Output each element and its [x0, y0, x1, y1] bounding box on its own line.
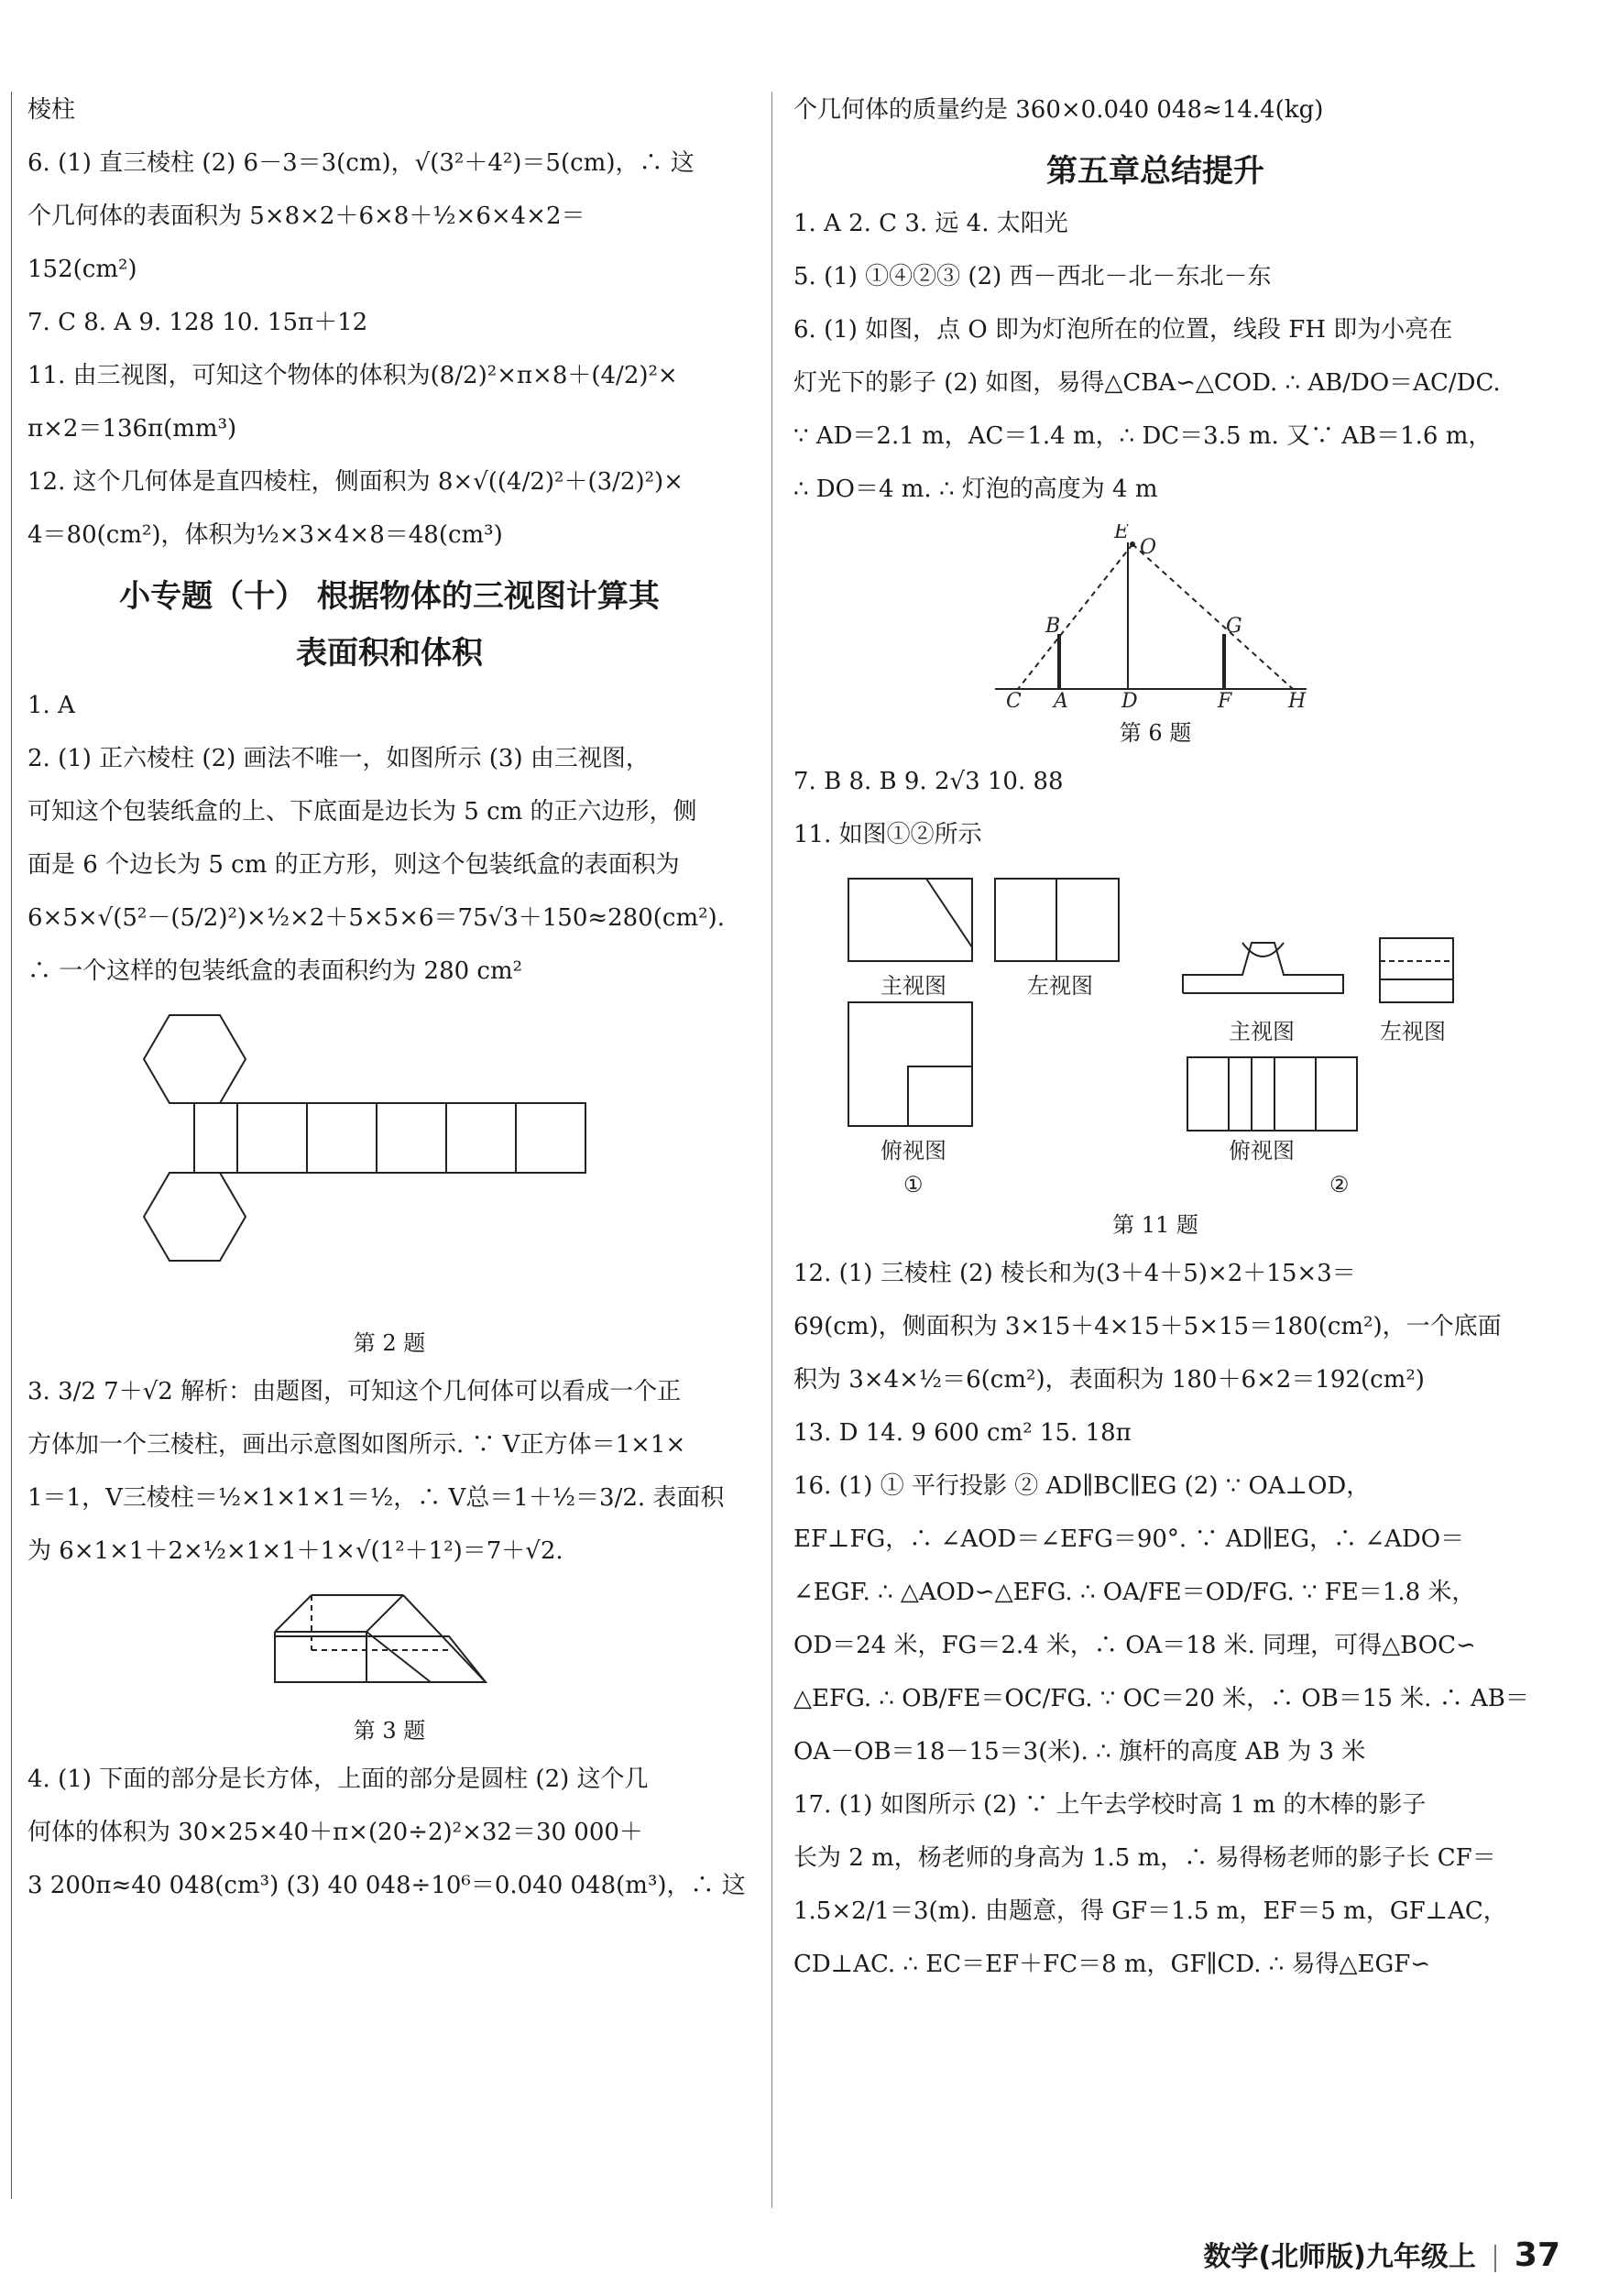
text-line: EF⊥FG，∴ ∠AOD＝∠EFG＝90°. ∵ AD∥EG，∴ ∠ADO＝	[793, 1525, 1465, 1553]
prism-figure	[27, 1586, 751, 1705]
text-line: ∴ 一个这样的包装纸盒的表面积约为 280 cm²	[27, 957, 523, 985]
section-title: 小专题（十） 根据物体的三视图计算其	[119, 578, 660, 615]
section-subtitle: 表面积和体积	[296, 635, 483, 672]
net-square	[307, 1103, 377, 1173]
label-top-view-2: 俯视图	[1229, 1138, 1295, 1164]
text-line: 6. (1) 如图，点 O 即为灯泡所在的位置，线段 FH 即为小亮在	[793, 316, 1453, 344]
figure-caption: 第 11 题	[1112, 1212, 1198, 1238]
text-line: 69(cm)，侧面积为 3×15＋4×15＋5×15＝180(cm²)，一个底面	[793, 1313, 1502, 1340]
text-line: 方体加一个三棱柱，画出示意图如图所示. ∵ V正方体＝1×1×	[27, 1431, 686, 1459]
text-line: 面是 6 个边长为 5 cm 的正方形，则这个包装纸盒的表面积为	[27, 851, 680, 879]
text-line: 个几何体的质量约是 360×0.040 048≈14.4(kg)	[793, 96, 1324, 124]
text-line: ∠EGF. ∴ △AOD∽△EFG. ∴ OA/FE＝OD/FG. ∵ FE＝1.8 米，	[793, 1579, 1476, 1606]
footer-separator	[1494, 2245, 1496, 2272]
three-views-figure	[793, 869, 1517, 1199]
text-line: 1. A 2. C 3. 远 4. 太阳光	[793, 210, 1068, 237]
text-line: 13. D 14. 9 600 cm² 15. 18π	[793, 1419, 1132, 1447]
text-line: 4. (1) 下面的部分是长方体，上面的部分是圆柱 (2) 这个几	[27, 1766, 649, 1793]
text-line: 1＝1，V三棱柱＝½×1×1×1＝½，∴ V总＝1＋½＝3/2. 表面积	[27, 1484, 725, 1512]
hexagon-bottom	[144, 1173, 246, 1261]
label-F: F	[1218, 690, 1232, 707]
text-line: 11. 如图①②所示	[793, 821, 982, 848]
page-footer	[1203, 2234, 1560, 2274]
text-line: ∴ DO＝4 m. ∴ 灯泡的高度为 4 m	[793, 476, 1158, 503]
label-E: E	[1114, 524, 1130, 543]
figure-mark-1: ①	[903, 1172, 924, 1197]
net-square	[377, 1103, 446, 1173]
column-divider	[771, 92, 772, 2208]
page-number: 37	[1514, 2236, 1560, 2274]
text-line: 2. (1) 正六棱柱 (2) 画法不唯一，如图所示 (3) 由三视图，	[27, 745, 650, 772]
text-line: 4＝80(cm²)，体积为½×3×4×8＝48(cm³)	[27, 521, 503, 549]
text-line: OA－OB＝18－15＝3(米). ∴ 旗杆的高度 AB 为 3 米	[793, 1738, 1366, 1766]
text-line: 7. C 8. A 9. 128 10. 15π＋12	[27, 309, 368, 336]
label-B: B	[1045, 615, 1061, 638]
figure-caption: 第 6 题	[1119, 720, 1192, 746]
net-square	[237, 1103, 307, 1173]
text-line: 可知这个包装纸盒的上、下底面是边长为 5 cm 的正六边形，侧	[27, 798, 697, 825]
text-line: CD⊥AC. ∴ EC＝EF＋FC＝8 m，GF∥CD. ∴ 易得△EGF∽	[793, 1951, 1431, 1978]
figure-mark-2: ②	[1329, 1172, 1350, 1197]
book-subject: 数学(北师版)九年级上	[1203, 2241, 1476, 2273]
text-line: OD＝24 米，FG＝2.4 米，∴ OA＝18 米. 同理，可得△BOC∽	[793, 1632, 1476, 1659]
text-line: 12. (1) 三棱柱 (2) 棱长和为(3＋4＋5)×2＋15×3＝	[793, 1260, 1356, 1287]
text-line: 16. (1) ① 平行投影 ② AD∥BC∥EG (2) ∵ OA⊥OD，	[793, 1472, 1371, 1500]
label-D: D	[1121, 690, 1138, 707]
label-O: O	[1140, 536, 1157, 559]
label-G: G	[1226, 615, 1242, 638]
net-square	[446, 1103, 516, 1173]
text-line: 积为 3×4×½＝6(cm²)，表面积为 180＋6×2＝192(cm²)	[793, 1366, 1425, 1394]
text-line: 长为 2 m，杨老师的身高为 1.5 m，∴ 易得杨老师的影子长 CF＝	[793, 1844, 1496, 1872]
net-square	[194, 1103, 237, 1173]
figure-caption: 第 3 题	[353, 1718, 426, 1744]
text-line: 152(cm²)	[27, 256, 137, 283]
text-line: 5. (1) ①④②③ (2) 西－西北－北－东北－东	[793, 263, 1272, 290]
text-line: 个几何体的表面积为 5×8×2＋6×8＋½×6×4×2＝	[27, 202, 585, 230]
text-line: 12. 这个几何体是直四棱柱，侧面积为 8×√((4/2)²＋(3/2)²)×	[27, 468, 684, 496]
lamp-shadow-figure	[793, 524, 1517, 707]
label-H: H	[1288, 690, 1307, 707]
text-line: 为 6×1×1＋2×½×1×1＋1×√(1²＋1²)＝7＋√2.	[27, 1537, 563, 1565]
left-column	[27, 92, 751, 1920]
label-A: A	[1054, 690, 1068, 707]
text-line: 3. 3/2 7＋√2 解析：由题图，可知这个几何体可以看成一个正	[27, 1378, 682, 1405]
text-line: 何体的体积为 30×25×40＋π×(20÷2)²×32＝30 000＋	[27, 1819, 643, 1846]
figure-caption: 第 2 题	[353, 1330, 426, 1356]
text-line: 11. 由三视图，可知这个物体的体积为(8/2)²×π×8＋(4/2)²×	[27, 362, 678, 389]
label-front-view-2: 主视图	[1229, 1019, 1295, 1044]
text-line: 17. (1) 如图所示 (2) ∵ 上午去学校时高 1 m 的木棒的影子	[793, 1791, 1427, 1819]
hexagon-net-figure	[27, 1006, 751, 1317]
text-line: 6. (1) 直三棱柱 (2) 6－3＝3(cm)，√(3²＋4²)＝5(cm)，∴ 这	[27, 149, 695, 177]
label-left-view-1: 左视图	[1027, 973, 1093, 999]
left-margin-rule	[11, 92, 12, 2199]
text-line: 灯光下的影子 (2) 如图，易得△CBA∽△COD. ∴ AB/DO＝AC/DC.	[793, 369, 1501, 397]
hexagon-top	[144, 1015, 246, 1103]
text-line: 棱柱	[27, 96, 76, 124]
text-line: 6×5×√(5²－(5/2)²)×½×2＋5×5×6＝75√3＋150≈280(cm²).	[27, 904, 725, 932]
section-title: 第五章总结提升	[1046, 153, 1264, 190]
text-line: 7. B 8. B 9. 2√3 10. 88	[793, 768, 1064, 795]
text-line: 1. A	[27, 692, 75, 719]
label-front-view-1: 主视图	[881, 973, 946, 999]
text-line: ∵ AD＝2.1 m，AC＝1.4 m，∴ DC＝3.5 m. 又∵ AB＝1.6 m，	[793, 422, 1493, 450]
label-left-view-2: 左视图	[1380, 1019, 1446, 1044]
text-line: 1.5×2/1＝3(m). 由题意，得 GF＝1.5 m，EF＝5 m，GF⊥AC，	[793, 1897, 1507, 1925]
net-square	[516, 1103, 585, 1173]
label-top-view-1: 俯视图	[881, 1138, 946, 1164]
label-C: C	[1006, 690, 1022, 707]
text-line: 3 200π≈40 048(cm³) (3) 40 048÷10⁶＝0.040 048(m³)，∴ 这	[27, 1872, 746, 1899]
text-line: π×2＝136π(mm³)	[27, 415, 237, 443]
right-column	[793, 92, 1529, 1999]
text-line: △EFG. ∴ OB/FE＝OC/FG. ∵ OC＝20 米，∴ OB＝15 米. ∴ AB＝	[793, 1685, 1529, 1712]
